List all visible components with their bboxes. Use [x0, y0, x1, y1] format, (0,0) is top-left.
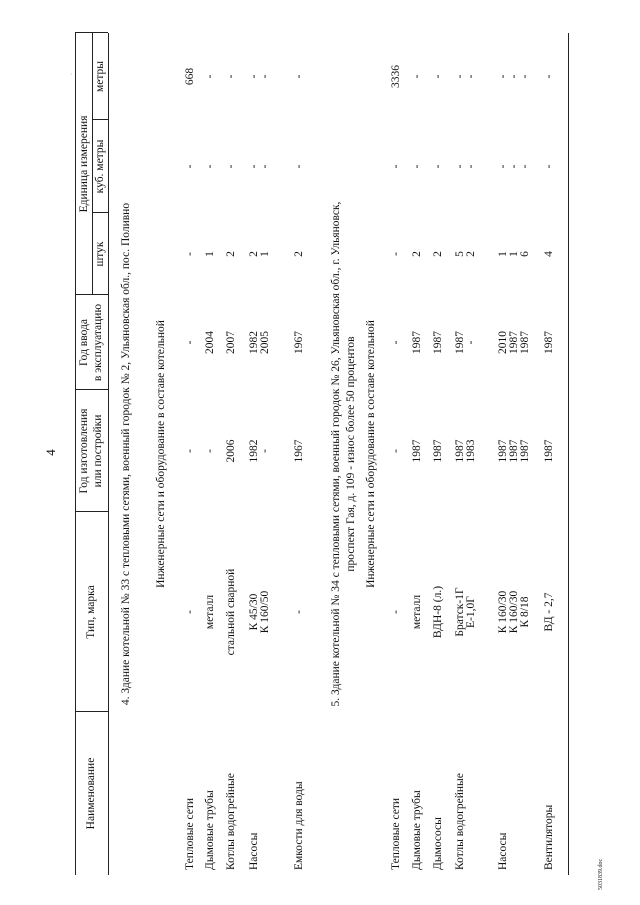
- cell-pieces: 2: [465, 251, 477, 257]
- cell-meters: -: [225, 74, 237, 79]
- cell-meters: -: [465, 74, 477, 79]
- cell-cubic: -: [519, 164, 531, 169]
- cell-pieces: 2: [248, 251, 260, 257]
- cell-pieces: 2: [293, 251, 305, 257]
- cell-type: К 45/30: [248, 593, 260, 631]
- header-bottom-border: [108, 33, 109, 875]
- cell-cubic: -: [225, 164, 237, 169]
- row-name: Тепловые сети: [184, 798, 196, 870]
- cell-meters: -: [543, 74, 555, 79]
- cell-meters: -: [293, 74, 305, 79]
- row-name: Тепловые сети: [390, 798, 402, 870]
- cell-made: -: [390, 449, 402, 453]
- cell-type: К 8/18: [519, 596, 531, 628]
- cell-made: 1987: [432, 439, 444, 463]
- col-header-year-comm-1: Год ввода: [78, 319, 90, 366]
- cell-pieces: 2: [432, 251, 444, 257]
- cell-meters: -: [432, 74, 444, 79]
- cell-made: 1987: [519, 439, 531, 463]
- cell-commissioned: 1987: [411, 331, 423, 354]
- col-header-year-made-2: или постройки: [92, 414, 104, 488]
- section-subtitle: Инженерные сети и оборудование в составе котельной: [365, 320, 377, 588]
- row-name: Дымососы: [432, 817, 444, 870]
- cell-commissioned: 1987: [508, 331, 520, 354]
- cell-cubic: -: [411, 164, 423, 169]
- cell-meters: 3336: [390, 65, 402, 88]
- cell-commissioned: 1987: [543, 331, 555, 354]
- cell-commissioned: 2010: [497, 331, 509, 354]
- cell-made: 1987: [497, 439, 509, 463]
- cell-made: 1967: [293, 439, 305, 463]
- cell-type: металл: [411, 594, 423, 630]
- cell-pieces: 4: [543, 251, 555, 257]
- cell-made: 1987: [543, 439, 555, 463]
- section-subtitle: Инженерные сети и оборудование в составе котельной: [155, 320, 167, 588]
- cell-type: -: [293, 610, 305, 614]
- row-name: Вентиляторы: [543, 804, 555, 870]
- cell-type: -: [390, 610, 402, 614]
- cell-type: металл: [204, 594, 216, 630]
- cell-meters: 668: [184, 67, 196, 86]
- cell-made: 1987: [454, 439, 466, 463]
- cell-commissioned: 1967: [293, 331, 305, 354]
- cell-type: Братск-1Г: [454, 587, 466, 637]
- cell-cubic: -: [508, 164, 520, 169]
- cell-meters: -: [411, 74, 423, 79]
- cell-pieces: 6: [519, 251, 531, 257]
- col-header-type-brand: Тип, марка: [85, 585, 97, 639]
- cell-cubic: -: [184, 164, 196, 169]
- cell-type: К 160/30: [497, 590, 509, 634]
- cell-cubic: -: [454, 164, 466, 169]
- col-header-unit-pieces: штук: [94, 241, 106, 267]
- cell-type: К 160/30: [508, 590, 520, 634]
- cell-type: стальной сварной: [225, 568, 237, 656]
- cell-made: 1982: [248, 439, 260, 463]
- unit-group-divider: [92, 33, 93, 295]
- cell-meters: -: [508, 74, 520, 79]
- section-title: 5. Здание котельной № 34 с тепловыми сетями, военный городок № 26, Ульяновская обл., г. Ульяновск,: [330, 201, 342, 707]
- col-header-unit-cubic: куб. метры: [94, 139, 106, 194]
- cell-made: 1987: [508, 439, 520, 463]
- section-title: 4. Здание котельной № 33 с тепловыми сетями, военный городок № 2, Ульяновская обл., пос. Поливно: [120, 202, 132, 706]
- cell-meters: -: [204, 74, 216, 79]
- cell-type: -: [184, 610, 196, 614]
- cell-type: ВД - 2,7: [543, 592, 555, 632]
- footer-code: 5031839.doc: [598, 858, 604, 890]
- cell-pieces: -: [390, 252, 402, 256]
- cell-cubic: -: [259, 164, 271, 169]
- row-name: Насосы: [497, 832, 509, 870]
- cell-made: -: [184, 449, 196, 453]
- cell-pieces: 2: [411, 251, 423, 257]
- cell-meters: -: [497, 74, 509, 79]
- cell-cubic: -: [248, 164, 260, 169]
- cell-commissioned: 1987: [432, 331, 444, 354]
- row-name: Дымовые трубы: [204, 790, 216, 870]
- section-title: проспект Гая, д. 109 - износ более 50 процентов: [345, 336, 357, 572]
- cell-made: 1983: [465, 439, 477, 463]
- cell-meters: -: [259, 74, 271, 79]
- row-name: Дымовые трубы: [411, 790, 423, 870]
- col-header-year-made-1: Год изготовления: [78, 408, 90, 494]
- row-name: Насосы: [248, 832, 260, 870]
- cell-commissioned: -: [465, 340, 477, 345]
- cell-type: Е-1,0Г: [465, 596, 477, 628]
- cell-commissioned: 2007: [225, 331, 237, 354]
- corner-mark: ·: [69, 73, 75, 75]
- cell-pieces: -: [184, 252, 196, 256]
- cell-made: -: [204, 449, 216, 453]
- cell-cubic: -: [204, 164, 216, 169]
- cell-made: -: [259, 449, 271, 453]
- table-bottom-border: [568, 33, 569, 875]
- cell-type: ВДН-8 (л.): [432, 585, 444, 639]
- cell-meters: -: [454, 74, 466, 79]
- col-header-unit-group: Единица измерения: [78, 115, 90, 213]
- cell-commissioned: 1987: [454, 331, 466, 354]
- col-header-unit-meters: метры: [94, 60, 106, 93]
- cell-pieces: 1: [508, 251, 520, 257]
- cell-commissioned: 2005: [259, 331, 271, 354]
- table-top-border: [75, 33, 76, 875]
- cell-made: 1987: [411, 439, 423, 463]
- col-header-year-comm-2: в эксплуатацию: [92, 303, 104, 382]
- row-name: Котлы водогрейные: [454, 773, 466, 870]
- cell-meters: -: [519, 74, 531, 79]
- cell-cubic: -: [432, 164, 444, 169]
- page-number: 4: [43, 449, 58, 456]
- row-name: Емкости для воды: [293, 781, 305, 870]
- cell-pieces: 1: [204, 251, 216, 257]
- cell-cubic: -: [543, 164, 555, 169]
- cell-commissioned: 1982: [248, 331, 260, 354]
- cell-type: К 160/50: [259, 590, 271, 634]
- col-header-name: Наименование: [85, 757, 97, 830]
- row-name: Котлы водогрейные: [225, 773, 237, 870]
- cell-made: 2006: [225, 439, 237, 463]
- cell-pieces: 1: [497, 251, 509, 257]
- cell-cubic: -: [293, 164, 305, 169]
- cell-commissioned: -: [390, 340, 402, 345]
- cell-cubic: -: [390, 164, 402, 169]
- cell-pieces: 1: [259, 251, 271, 257]
- cell-cubic: -: [465, 164, 477, 169]
- cell-pieces: 2: [225, 251, 237, 257]
- cell-commissioned: 2004: [204, 331, 216, 354]
- cell-pieces: 5: [454, 251, 466, 257]
- cell-cubic: -: [497, 164, 509, 169]
- cell-meters: -: [248, 74, 260, 79]
- cell-commissioned: -: [184, 340, 196, 345]
- cell-commissioned: 1987: [519, 331, 531, 354]
